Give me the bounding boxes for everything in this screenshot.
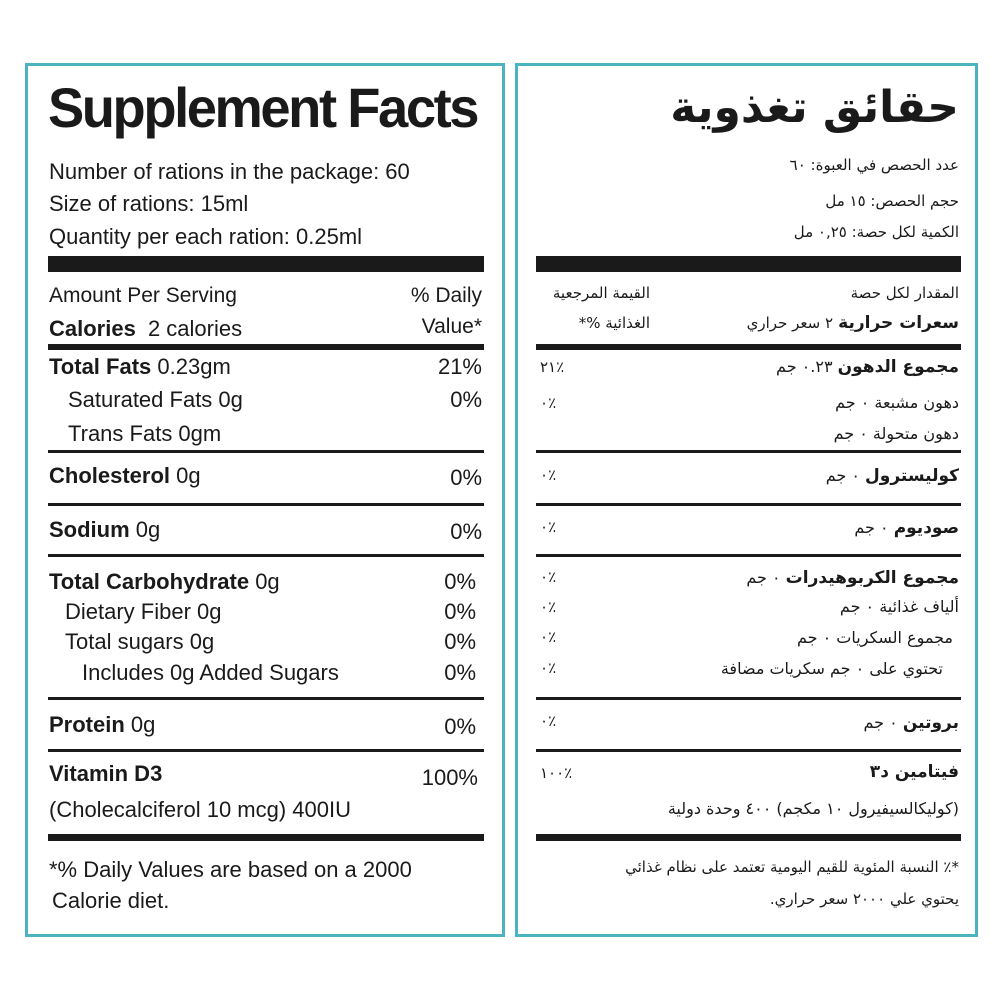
supplement-facts-panel-en bbox=[25, 63, 505, 937]
carbohydrate-label: Total Carbohydrate bbox=[49, 569, 250, 594]
total-sugars-dv: 0% bbox=[444, 629, 476, 654]
total-fats-label-ar: مجموع الدهون bbox=[837, 357, 959, 377]
calories-row bbox=[49, 316, 242, 342]
vitamin-d3-dv-ar: ٪١٠٠ bbox=[540, 764, 573, 782]
divider bbox=[48, 503, 484, 506]
protein-label: Protein bbox=[49, 712, 125, 737]
cholesterol-dv-ar: ٪٠ bbox=[540, 466, 557, 484]
divider bbox=[536, 503, 961, 506]
cholesterol-dv: 0% bbox=[450, 465, 482, 490]
protein-row bbox=[49, 712, 155, 738]
ration-size: Size of rations: 15ml bbox=[49, 191, 249, 216]
sodium-row-ar bbox=[854, 516, 959, 540]
divider bbox=[48, 697, 484, 700]
saturated-fats-dv-ar: ٪٠ bbox=[540, 394, 557, 412]
divider bbox=[48, 749, 484, 752]
divider bbox=[48, 450, 484, 453]
trans-fats-ar: دهون متحولة ٠ جم bbox=[833, 424, 959, 443]
sodium-dv-ar: ٪٠ bbox=[540, 518, 557, 536]
dietary-fiber: Dietary Fiber 0g bbox=[65, 599, 222, 624]
medium-divider bbox=[536, 344, 961, 350]
sodium-label-ar: صوديوم bbox=[893, 518, 959, 538]
cholesterol-label-ar: كوليسترول bbox=[865, 466, 959, 486]
protein-dv-ar: ٪٠ bbox=[540, 712, 557, 730]
footnote-line-2-ar: يحتوي علي ٢٠٠٠ سعر حراري. bbox=[769, 890, 959, 908]
calories-label: Calories bbox=[49, 316, 136, 341]
total-fats-amount-ar: ٠.٢٣ جم bbox=[776, 357, 833, 376]
daily-value-header-2-ar: الغذائية %* bbox=[578, 314, 650, 332]
saturated-fats-ar: دهون مشبعة ٠ جم bbox=[835, 393, 959, 412]
sodium-row bbox=[49, 517, 160, 543]
sodium-label: Sodium bbox=[49, 517, 130, 542]
total-sugars-ar: مجموع السكريات ٠ جم bbox=[797, 628, 953, 647]
dietary-fiber-dv: 0% bbox=[444, 599, 476, 624]
vitamin-d3-label: Vitamin D3 bbox=[49, 761, 163, 786]
rations-count: Number of rations in the package: 60 bbox=[49, 159, 410, 184]
sodium-amount: 0g bbox=[135, 517, 161, 542]
trans-fats: Trans Fats 0gm bbox=[68, 421, 222, 446]
total-fats-dv-ar: ٪٢١ bbox=[540, 358, 565, 376]
footnote-line-1-ar: *٪ النسبة المئوية للقيم اليومية تعتمد على نظام غذائي bbox=[625, 858, 959, 876]
total-fats-row bbox=[49, 354, 231, 380]
protein-row-ar bbox=[864, 711, 959, 735]
sodium-dv: 0% bbox=[450, 519, 482, 544]
amount-per-serving-ar: المقدار لكل حصة bbox=[850, 284, 959, 302]
amount-per-serving: Amount Per Serving bbox=[49, 284, 237, 307]
dietary-fiber-dv-ar: ٪٠ bbox=[540, 598, 557, 616]
cholesterol-row bbox=[49, 463, 201, 489]
divider bbox=[48, 554, 484, 557]
vitamin-d3-detail: (Cholecalciferol 10 mcg) 400IU bbox=[49, 797, 352, 822]
rations-count-ar: عدد الحصص في العبوة: ٦٠ bbox=[789, 156, 959, 174]
carbohydrate-amount: 0g bbox=[255, 569, 280, 594]
carbohydrate-amount-ar: ٠ جم bbox=[746, 568, 781, 587]
thick-divider-bottom bbox=[48, 834, 484, 841]
cholesterol-amount-ar: ٠ جم bbox=[825, 466, 860, 485]
cholesterol-row-ar bbox=[826, 464, 959, 488]
panel-title-en: Supplement Facts bbox=[48, 76, 478, 139]
divider bbox=[536, 450, 961, 453]
vitamin-d3-dv: 100% bbox=[421, 765, 478, 790]
added-sugars: Includes 0g Added Sugars bbox=[82, 660, 339, 685]
carbohydrate-label-ar: مجموع الكربوهيدرات bbox=[785, 568, 959, 588]
daily-value-header-2: Value* bbox=[421, 315, 482, 338]
calories-row-ar bbox=[747, 311, 959, 335]
vitamin-d3-detail-ar: (كوليكالسيفيرول ١٠ مكجم) ٤٠٠ وحدة دولية bbox=[667, 799, 959, 818]
footnote-line-1: *% Daily Values are based on a 2000 bbox=[49, 857, 412, 882]
protein-label-ar: بروتين bbox=[902, 713, 959, 733]
vitamin-d3-label-ar: فيتامين د٣ bbox=[869, 762, 959, 782]
carbohydrate-row bbox=[49, 569, 280, 595]
protein-dv: 0% bbox=[444, 714, 476, 739]
total-fats-amount: 0.23gm bbox=[157, 354, 231, 379]
total-sugars-dv-ar: ٪٠ bbox=[540, 628, 557, 646]
total-fats-label: Total Fats bbox=[49, 354, 152, 379]
calories-value: 2 calories bbox=[147, 316, 243, 341]
daily-value-header-1: % Daily bbox=[410, 284, 482, 307]
ration-quantity: Quantity per each ration: 0.25ml bbox=[49, 224, 363, 249]
divider bbox=[536, 749, 961, 752]
thick-divider bbox=[536, 256, 961, 272]
calories-value-ar: ٢ سعر حراري bbox=[746, 314, 834, 332]
protein-amount-ar: ٠ جم bbox=[863, 713, 898, 732]
daily-value-header-1-ar: القيمة المرجعية bbox=[552, 284, 650, 302]
carbohydrate-dv: 0% bbox=[444, 569, 476, 594]
panel-title-ar: حقائق تغذوية bbox=[670, 82, 959, 133]
footnote-line-2: Calorie diet. bbox=[52, 888, 170, 913]
ration-size-ar: حجم الحصص: ١٥ مل bbox=[825, 192, 959, 210]
calories-label-ar: سعرات حرارية bbox=[838, 313, 959, 333]
supplement-facts-panel-ar bbox=[515, 63, 978, 937]
thick-divider-bottom bbox=[536, 834, 961, 841]
divider bbox=[536, 554, 961, 557]
carbohydrate-dv-ar: ٪٠ bbox=[540, 568, 557, 586]
added-sugars-dv-ar: ٪٠ bbox=[540, 659, 557, 677]
added-sugars-ar: تحتوي على ٠ جم سكريات مضافة bbox=[720, 659, 943, 678]
ration-quantity-ar: الكمية لكل حصة: ٠,٢٥ مل bbox=[793, 223, 959, 241]
carbohydrate-row-ar bbox=[746, 566, 959, 590]
saturated-fats-dv: 0% bbox=[450, 387, 482, 412]
dietary-fiber-ar: ألياف غذائية ٠ جم bbox=[839, 597, 959, 616]
cholesterol-amount: 0g bbox=[176, 463, 201, 488]
divider bbox=[536, 697, 961, 700]
protein-amount: 0g bbox=[130, 712, 156, 737]
added-sugars-dv: 0% bbox=[444, 660, 476, 685]
saturated-fats: Saturated Fats 0g bbox=[68, 387, 243, 412]
medium-divider bbox=[48, 344, 484, 350]
total-sugars: Total sugars 0g bbox=[65, 629, 215, 654]
thick-divider bbox=[48, 256, 484, 272]
total-fats-dv: 21% bbox=[437, 354, 482, 379]
total-fats-row-ar bbox=[776, 355, 959, 379]
cholesterol-label: Cholesterol bbox=[49, 463, 171, 488]
sodium-amount-ar: ٠ جم bbox=[854, 518, 889, 537]
